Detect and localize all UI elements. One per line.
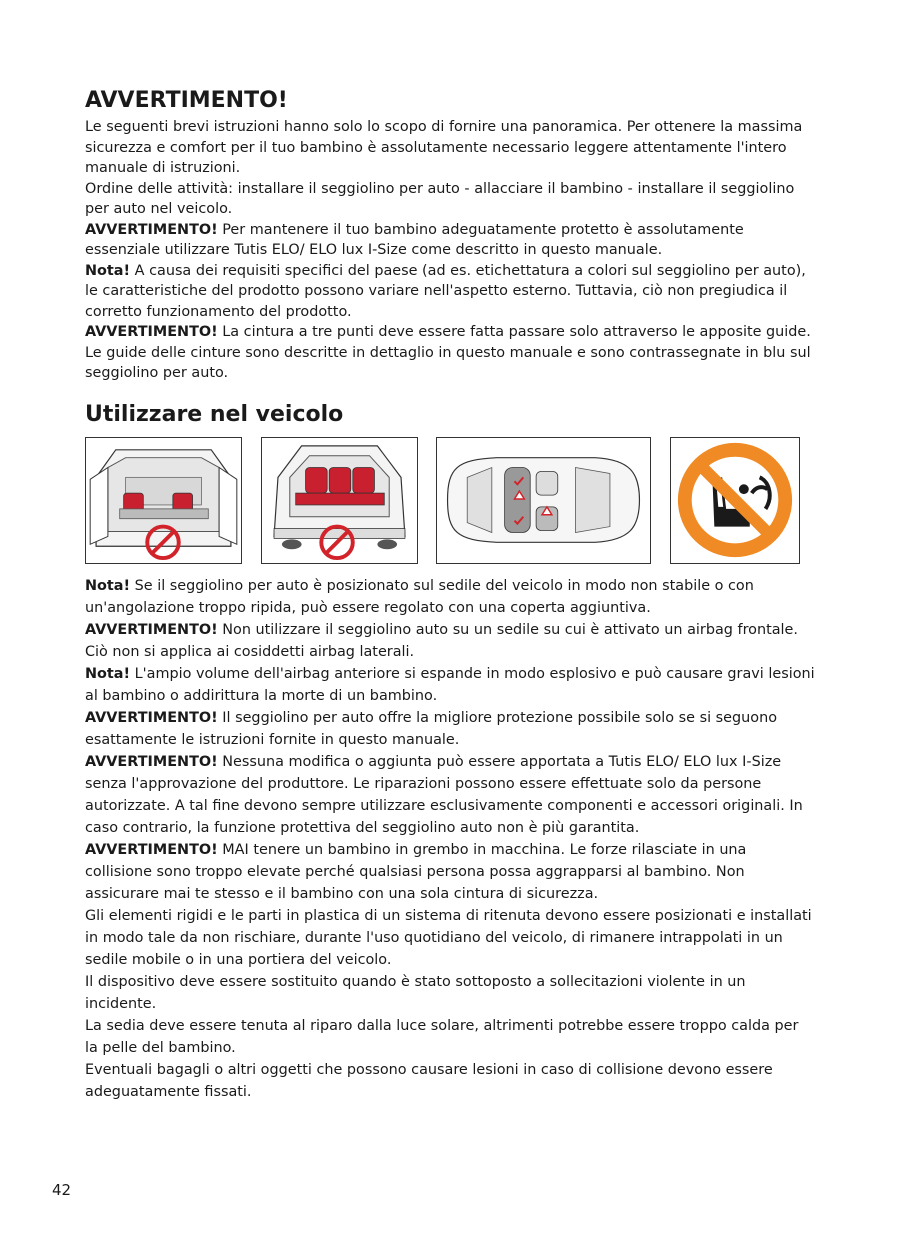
body-paragraph: AVVERTIMENTO! Non utilizzare il seggiolino auto su un sedile su cui è attivato un airbag frontale. Ciò non si applica ai cosiddetti airbag laterali. (85, 621, 798, 660)
intro-paragraph: Le seguenti brevi istruzioni hanno solo lo scopo di fornire una panoramica. Per ottenere la massima sicurezza e comfort per il tuo bambino è assolutamente necessario leggere attentamente l'intero manuale di istruzioni. (85, 119, 803, 176)
body-paragraph: AVVERTIMENTO! MAI tenere un bambino in grembo in macchina. Le forze rilasciate in una collisione sono troppo elevate perché qualsiasi persona possa aggrapparsi al bambino. Non assicurare mai te stesso e il bambino con una sola cintura di sicurezza. (85, 841, 747, 902)
vehicle-heading: Utilizzare nel veicolo (85, 401, 344, 427)
body-paragraph: Nota! Se il seggiolino per auto è posizionato sul sedile del veicolo in modo non stabile o con un'angolazione troppo ripida, può essere regolato con una coperta aggiuntiva. (85, 577, 754, 616)
intro-paragraph: Nota! A causa dei requisiti specifici del paese (ad es. etichettatura a colori sul seggiolino per auto), le caratteristiche del prodotto possono variare nell'aspetto esterno. Tuttavia, ciò non pregiudica il corretto funzionamento del prodotto. (85, 262, 806, 320)
car-top-view-allowed-seats-icon (436, 437, 651, 564)
body-paragraph: AVVERTIMENTO! Nessuna modifica o aggiunta può essere apportata a Tutis ELO/ ELO lux I-Size senza l'approvazione del produttore. Le riparazioni possono essere effettuate solo da persone autorizzate. A tal fine devono sempre utilizzare esclusivamente componenti e accessori originali. In caso contrario, la funzione protettiva del seggiolino auto non è più garantita. (85, 753, 803, 836)
vehicle-illustrations (85, 437, 815, 567)
intro-section (85, 117, 815, 384)
body-paragraph: Eventuali bagagli o altri oggetti che possono causare lesioni in caso di collisione devono essere adeguatamente fissati. (85, 1061, 773, 1100)
intro-paragraph: AVVERTIMENTO! La cintura a tre punti deve essere fatta passare solo attraverso le apposite guide. Le guide delle cinture sono descritte in dettaglio in questo manuale e sono contrassegnate in blu sul seggiolino per auto. (85, 324, 811, 381)
body-paragraph: La sedia deve essere tenuta al riparo dalla luce solare, altrimenti potrebbe essere troppo calda per la pelle del bambino. (85, 1017, 799, 1056)
body-section (85, 575, 815, 1103)
body-paragraph: Il dispositivo deve essere sostituito quando è stato sottoposto a sollecitazioni violente in un incidente. (85, 973, 746, 1012)
page-number: 42 (52, 1181, 72, 1199)
airbag-prohibited-icon (670, 437, 800, 564)
page-content (85, 88, 815, 1103)
warning-heading: AVVERTIMENTO! (85, 88, 288, 113)
body-paragraph: Nota! L'ampio volume dell'airbag anteriore si espande in modo esplosivo e può causare gravi lesioni al bambino o addirittura la morte di un bambino. (85, 665, 815, 704)
rear-facing-bench-prohibited-icon (261, 437, 418, 564)
side-facing-seat-prohibited-icon (85, 437, 242, 564)
body-paragraph: AVVERTIMENTO! Il seggiolino per auto offre la migliore protezione possibile solo se si seguono esattamente le istruzioni fornite in questo manuale. (85, 709, 777, 748)
body-paragraph: Gli elementi rigidi e le parti in plastica di un sistema di ritenuta devono essere posizionati e installati in modo tale da non rischiare, durante l'uso quotidiano del veicolo, di rimanere intrappolati in un sedile mobile o in una portiera del veicolo. (85, 907, 812, 968)
intro-paragraph: Ordine delle attività: installare il seggiolino per auto - allacciare il bambino - installare il seggiolino per auto nel veicolo. (85, 180, 795, 217)
intro-paragraph: AVVERTIMENTO! Per mantenere il tuo bambino adeguatamente protetto è assolutamente essenziale utilizzare Tutis ELO/ ELO lux I-Size come descritto in questo manuale. (85, 221, 744, 258)
